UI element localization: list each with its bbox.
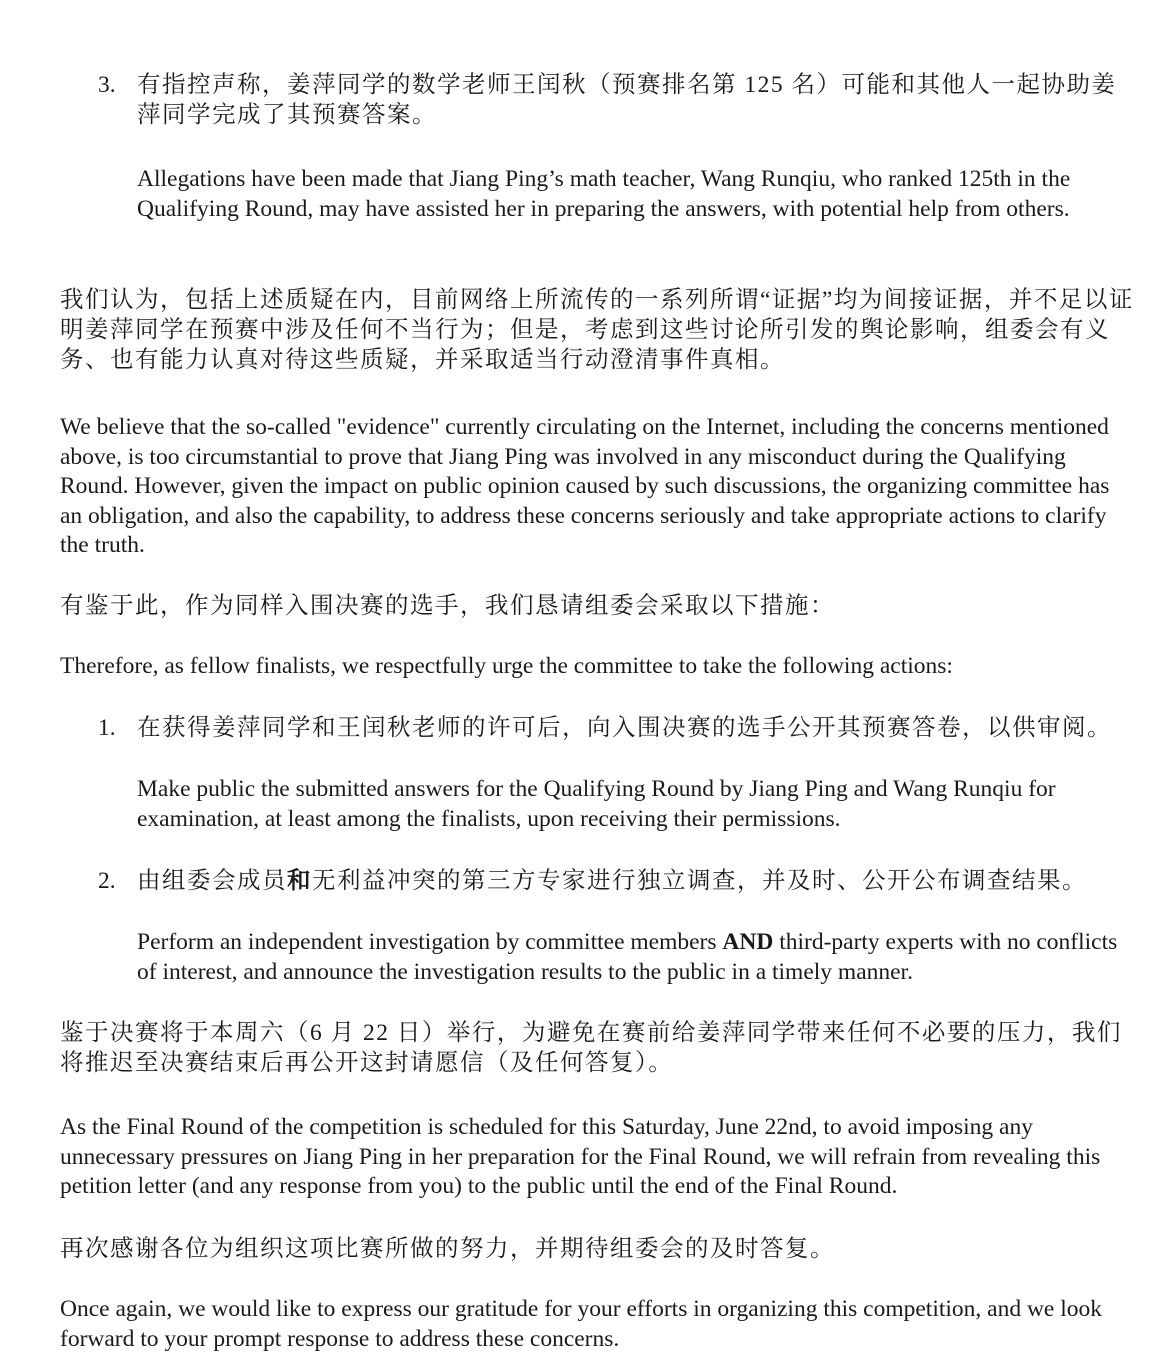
action-2-english-rest: third-party experts with no conflicts of interest, and announce the investigation results to the public in a timely manner. [137, 929, 1118, 985]
action-1-number: 1. [98, 715, 116, 741]
therefore-paragraph-chinese: 有鉴于此，作为同样入围决赛的选手，我们恳请组委会采取以下措施： [60, 593, 835, 619]
action-2-english-text [137, 928, 1127, 987]
action-2-english-emphasis: AND [722, 929, 774, 955]
action-2-number: 2. [98, 868, 116, 894]
action-2-english-lead: Perform an independent investigation by committee members [137, 929, 723, 955]
belief-paragraph-english: We believe that the so-called "evidence" currently circulating on the Internet, including the concerns mentioned above, is too circumstantial to prove that Jiang Ping was involved in any misconduct during the Qualifying Round. However, given the impact on public opinion caused by such discussions, the organizing committee has an obligation, and also the capability, to address these concerns seriously and take appropriate actions to clarify the truth. [60, 414, 1110, 558]
item-3-chinese-text: 有指控声称，姜萍同学的数学老师王闰秋（预赛排名第 125 名）可能和其他人一起协助姜萍同学完成了其预赛答案。 [137, 72, 1117, 128]
thanks-paragraph-chinese: 再次感谢各位为组织这项比赛所做的努力，并期待组委会的及时答复。 [60, 1236, 835, 1262]
therefore-paragraph-english: Therefore, as fellow finalists, we respectfully urge the committee to take the following actions: [60, 653, 953, 679]
action-2-chinese-rest: 无利益冲突的第三方专家进行独立调查，并及时、公开公布调查结果。 [312, 868, 1087, 894]
item-3-number: 3. [98, 72, 116, 98]
thanks-paragraph-english: Once again, we would like to express our gratitude for your efforts in organizing this competition, and we look forward to your prompt response to address these concerns. [60, 1296, 1103, 1352]
action-2-chinese-text [137, 866, 1142, 896]
action-1-english-text: Make public the submitted answers for the Qualifying Round by Jiang Ping and Wang Runqiu for examination, at least among the finalists, upon receiving their permissions. [137, 776, 1056, 832]
belief-paragraph-chinese: 我们认为，包括上述质疑在内，目前网络上所流传的一系列所谓“证据”均为间接证据，并不足以证明姜萍同学在预赛中涉及任何不当行为；但是，考虑到这些讨论所引发的舆论影响，组委会有义务、也有能力认真对待这些质疑，并采取适当行动澄清事件真相。 [60, 287, 1134, 373]
final-round-paragraph-chinese: 鉴于决赛将于本周六（6 月 22 日）举行，为避免在赛前给姜萍同学带来任何不必要的压力，我们将推迟至决赛结束后再公开这封请愿信（及任何答复）。 [60, 1020, 1122, 1076]
action-1-chinese-text: 在获得姜萍同学和王闰秋老师的许可后，向入围决赛的选手公开其预赛答卷，以供审阅。 [137, 715, 1112, 741]
action-2-chinese-emphasis: 和 [287, 868, 312, 894]
item-3-english-text: Allegations have been made that Jiang Ping’s math teacher, Wang Runqiu, who ranked 125th in the Qualifying Round, may have assisted her in preparing the answers, with potential help from others. [137, 166, 1071, 222]
action-2-chinese-lead: 由组委会成员 [137, 868, 287, 894]
final-round-paragraph-english: As the Final Round of the competition is scheduled for this Saturday, June 22nd, to avoid imposing any unnecessary pressures on Jiang Ping in her preparation for the Final Round, we will refrain from revealing this petition letter (and any response from you) to the public until the end of the Final Round. [60, 1114, 1101, 1199]
